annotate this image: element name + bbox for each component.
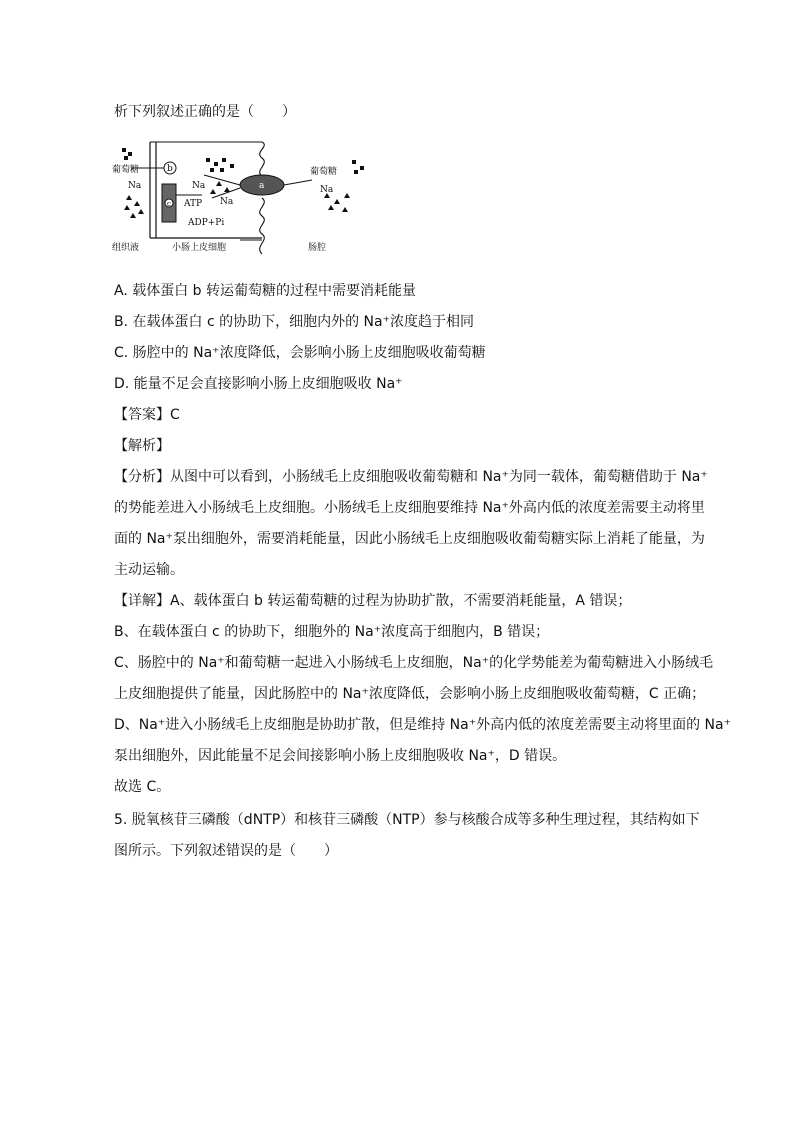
option-b: B. 在载体蛋白 c 的协助下，细胞内外的 Na⁺浓度趋于相同 [114,314,474,330]
next-question-line: 图所示。下列叙述错误的是（ ） [114,843,338,859]
analysis-line: 的势能差进入小肠绒毛上皮细胞。小肠绒毛上皮细胞要维持 Na⁺外高内低的浓度差需要主动将里 [114,500,705,516]
analysis-heading: 【解析】 [114,438,170,454]
option-d: D. 能量不足会直接影响小肠上皮细胞吸收 Na⁺ [114,376,403,392]
detail-line: 泵出细胞外，因此能量不足会间接影响小肠上皮细胞吸收 Na⁺，D 错误。 [114,748,567,764]
detail-line: B、在载体蛋白 c 的协助下，细胞外的 Na⁺浓度高于细胞内，B 错误； [114,624,550,640]
question-intro: 析下列叙述正确的是（ ） [114,104,296,120]
option-c: C. 肠腔中的 Na⁺浓度降低，会影响小肠上皮细胞吸收葡萄糖 [114,345,486,361]
label-b: b [167,164,173,174]
detail-line: C、肠腔中的 Na⁺和葡萄糖一起进入小肠绒毛上皮细胞，Na⁺的化学势能差为葡萄糖进入小肠绒毛 [114,655,714,671]
transport-diagram [112,140,382,258]
conclusion: 故选 C。 [114,779,171,795]
label-adp: ADP+Pi [188,218,225,228]
label-epithelial: 小肠上皮细胞 [172,243,227,253]
detail-line: D、Na⁺进入小肠绒毛上皮细胞是协助扩散，但是维持 Na⁺外高内低的浓度差需要主动将里面的 Na⁺ [114,717,732,733]
glucose-molecules-middle [206,158,234,172]
label-na-mid: Na [192,181,206,191]
arrow-lumen [284,180,312,185]
na-ions-left [124,195,144,218]
analysis-line: 主动运输。 [114,562,184,578]
microvilli-membrane [260,142,266,254]
detail-line: 上皮细胞提供了能量，因此肠腔中的 Na⁺浓度降低，会影响小肠上皮细胞吸收葡萄糖，C 正确； [114,686,706,702]
analysis-line: 面的 Na⁺泵出细胞外，需要消耗能量，因此小肠绒毛上皮细胞吸收葡萄糖实际上消耗了能量，为 [114,531,705,547]
label-na-right: Na [320,185,334,195]
analysis-line: 【分析】从图中可以看到，小肠绒毛上皮细胞吸收葡萄糖和 Na⁺为同一载体，葡萄糖借助于 Na⁺ [114,469,708,485]
label-glucose-right: 葡萄糖 [310,167,338,177]
glucose-molecules-left [122,148,132,160]
arrow-glucose-in [204,175,240,185]
next-question-line: 5. 脱氧核苷三磷酸（dNTP）和核苷三磷酸（NTP）参与核酸合成等多种生理过程，其结构如下 [114,812,700,828]
na-ions-middle [210,181,230,194]
label-c: c [167,200,171,208]
glucose-molecules-right [352,160,364,174]
label-na-mid2: Na [220,197,234,207]
option-a: A. 载体蛋白 b 转运葡萄糖的过程中需要消耗能量 [114,283,417,299]
detail-line: 【详解】A、载体蛋白 b 转运葡萄糖的过程为协助扩散，不需要消耗能量，A 错误； [114,593,632,609]
label-na-left: Na [128,181,142,191]
label-atp: ATP [184,199,203,209]
label-glucose-left: 葡萄糖 [112,165,140,175]
answer: 【答案】C [114,407,180,423]
label-a: a [259,181,265,191]
label-lumen: 肠腔 [308,243,327,253]
na-ions-right [324,193,350,212]
label-tissue-fluid: 组织液 [112,243,140,253]
